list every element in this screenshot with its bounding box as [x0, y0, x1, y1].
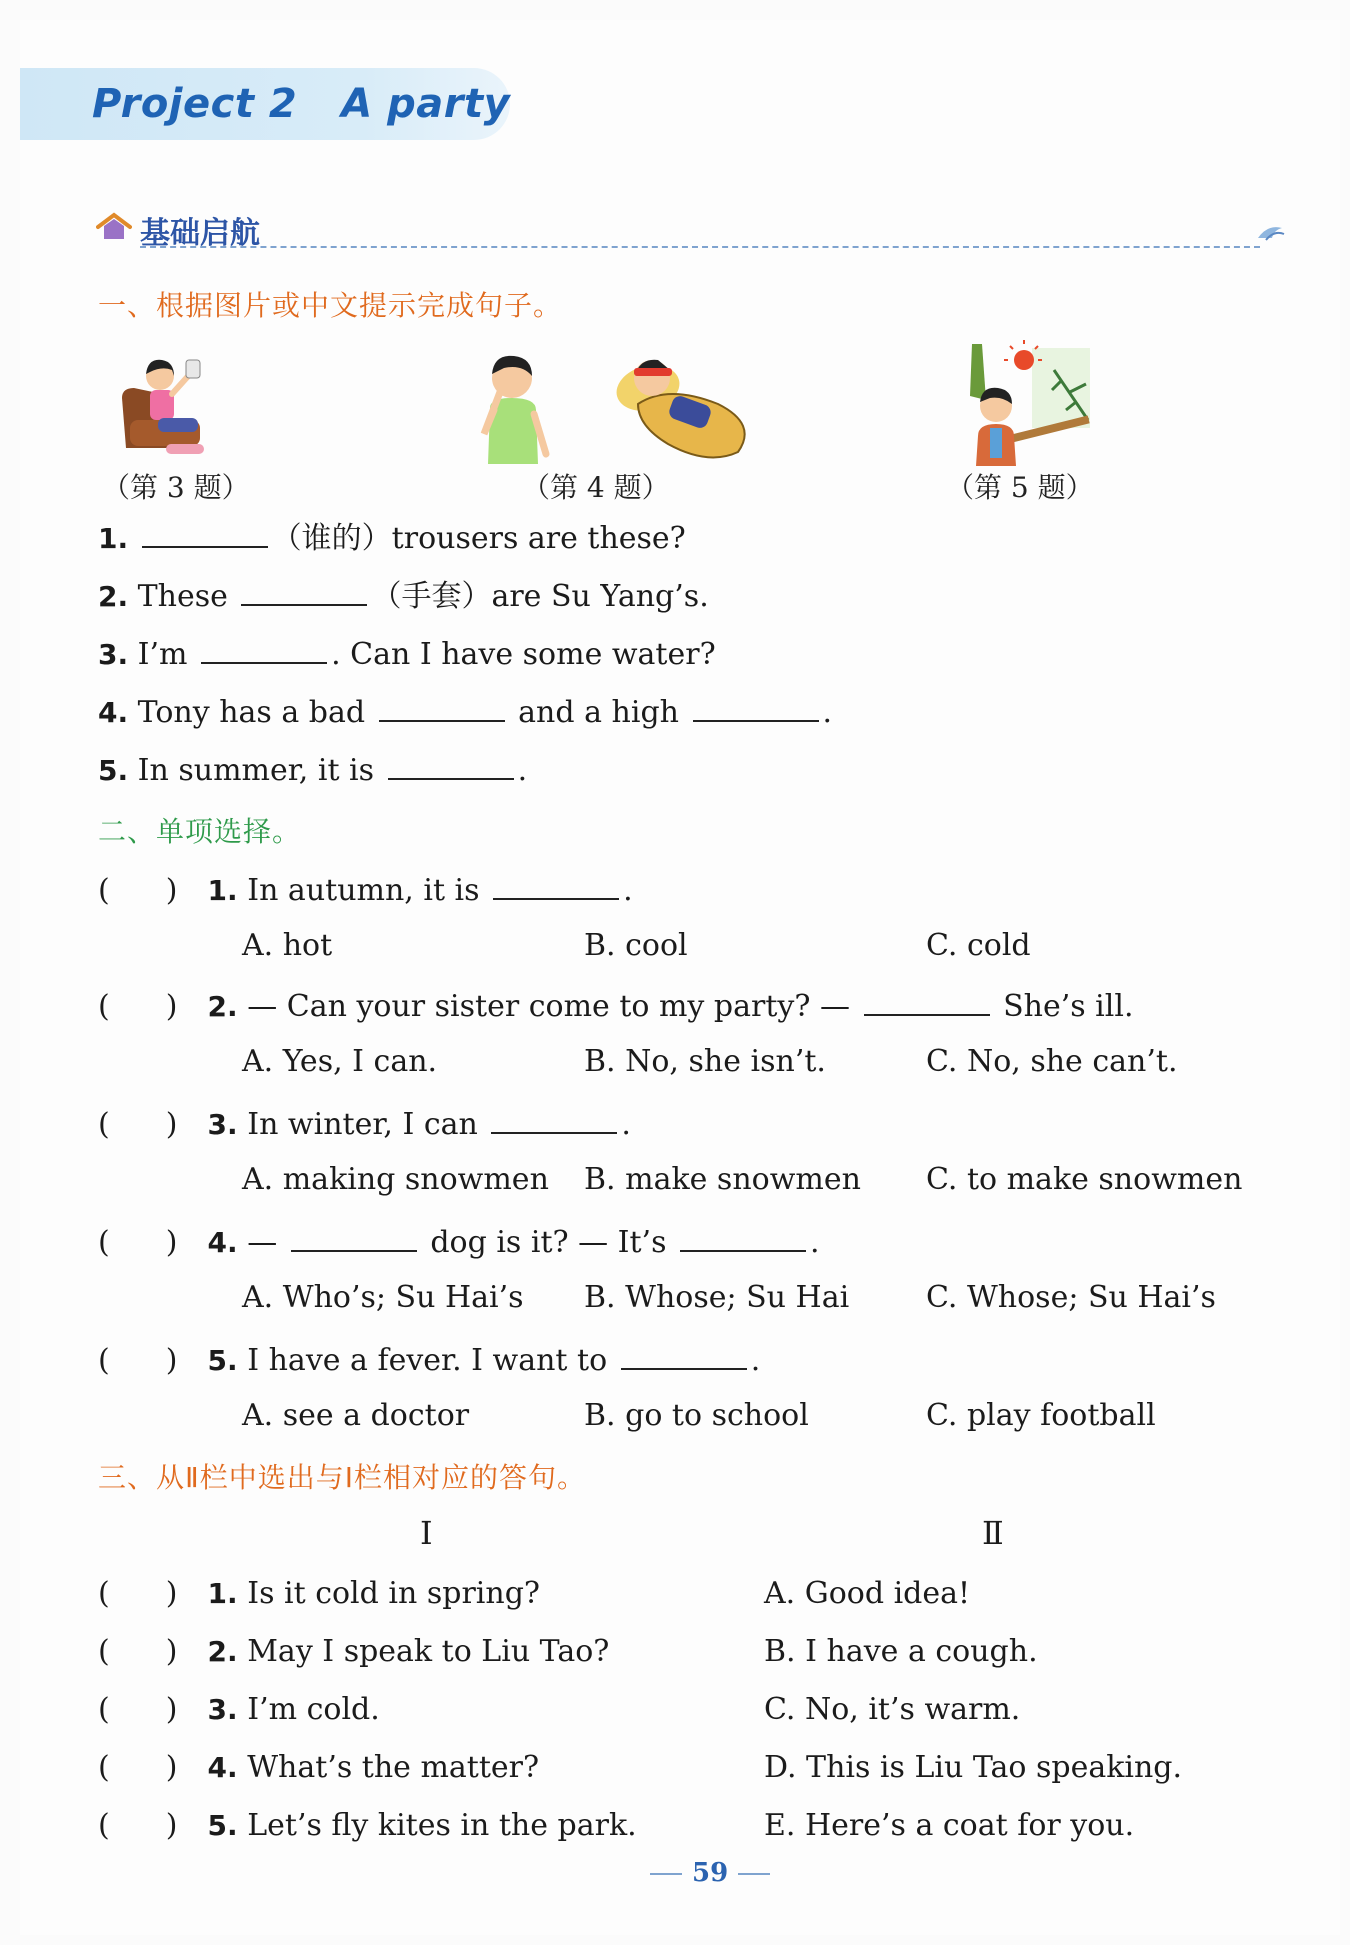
part3-right-item: A. Good idea! — [764, 1576, 971, 1611]
answer-paren[interactable]: ( ) — [98, 1808, 178, 1843]
option-c[interactable]: C. play football — [926, 1398, 1156, 1433]
part3-left-item: ( ) 5. Let’s fly kites in the park. — [98, 1806, 637, 1846]
page-number-rule — [650, 1873, 682, 1875]
option-a[interactable]: A. Who’s; Su Hai’s — [242, 1280, 524, 1315]
page-title — [92, 70, 510, 138]
part3-right-item: B. I have a cough. — [764, 1634, 1038, 1669]
answer-blank[interactable] — [493, 868, 619, 900]
answer-paren[interactable]: ( ) — [98, 989, 178, 1024]
answer-blank[interactable] — [680, 1220, 806, 1252]
house-icon — [96, 212, 132, 242]
answer-blank[interactable] — [142, 516, 268, 548]
option-c[interactable]: C. cold — [926, 928, 1031, 963]
option-a[interactable]: A. making snowmen — [242, 1162, 549, 1197]
option-b[interactable]: B. go to school — [584, 1398, 809, 1433]
part1-question-3: 3. I’m . Can I have some water? — [98, 632, 716, 675]
answer-blank[interactable] — [379, 690, 505, 722]
option-c[interactable]: C. to make snowmen — [926, 1162, 1243, 1197]
option-b[interactable]: B. cool — [584, 928, 688, 963]
answer-paren[interactable]: ( ) — [98, 1343, 178, 1378]
dashed-divider — [140, 246, 1260, 248]
caption-q5: （第 5 题） — [946, 471, 1094, 504]
unit-title: A party — [341, 81, 511, 127]
part1-question-1: 1. （谁的）trousers are these? — [98, 516, 686, 559]
sick-boy-in-bed-image — [608, 344, 756, 466]
option-b[interactable]: B. make snowmen — [584, 1162, 861, 1197]
caption-q3: （第 3 题） — [102, 471, 250, 504]
part3-right-item: C. No, it’s warm. — [764, 1692, 1021, 1727]
page-number-rule — [738, 1873, 770, 1875]
answer-blank[interactable] — [491, 1102, 617, 1134]
project-label: Project 2 — [92, 81, 298, 127]
answer-paren[interactable]: ( ) — [98, 873, 178, 908]
boy-coughing-image — [460, 344, 570, 466]
column-2-heading: Ⅱ — [982, 1514, 1004, 1552]
caption-q4: （第 4 题） — [522, 471, 670, 504]
answer-blank[interactable] — [241, 574, 367, 606]
answer-paren[interactable]: ( ) — [98, 1107, 178, 1142]
part3-left-item: ( ) 4. What’s the matter? — [98, 1748, 539, 1788]
part1-title: 一、根据图片或中文提示完成句子。 — [98, 289, 563, 322]
option-a[interactable]: A. hot — [242, 928, 333, 963]
option-c[interactable]: C. Whose; Su Hai’s — [926, 1280, 1216, 1315]
part2-question-4: ( ) 4. — dog is it? — It’s . — [98, 1220, 820, 1263]
option-b[interactable]: B. Whose; Su Hai — [584, 1280, 850, 1315]
girl-on-sofa-drinking-image — [112, 348, 232, 463]
part2-question-2: ( ) 2. — Can your sister come to my party? — She’s ill. — [98, 984, 1134, 1027]
part1-question-4: 4. Tony has a bad and a high . — [98, 690, 832, 733]
answer-blank[interactable] — [621, 1338, 747, 1370]
answer-paren[interactable]: ( ) — [98, 1225, 178, 1260]
part3-right-item: D. This is Liu Tao speaking. — [764, 1750, 1183, 1785]
part3-left-item: ( ) 2. May I speak to Liu Tao? — [98, 1632, 609, 1672]
section-heading — [96, 206, 1286, 250]
answer-paren[interactable]: ( ) — [98, 1634, 178, 1669]
answer-blank[interactable] — [201, 632, 327, 664]
part2-question-1: ( ) 1. In autumn, it is . — [98, 868, 633, 911]
option-b[interactable]: B. No, she isn’t. — [584, 1044, 826, 1079]
section-title: 基础启航 — [140, 216, 260, 251]
part1-question-5: 5. In summer, it is . — [98, 748, 527, 791]
answer-paren[interactable]: ( ) — [98, 1692, 178, 1727]
answer-blank[interactable] — [864, 984, 990, 1016]
answer-blank[interactable] — [693, 690, 819, 722]
part3-right-item: E. Here’s a coat for you. — [764, 1808, 1135, 1843]
part1-question-2: 2. These （手套）are Su Yang’s. — [98, 574, 709, 617]
part3-left-item: ( ) 3. I’m cold. — [98, 1690, 380, 1730]
option-a[interactable]: A. see a doctor — [242, 1398, 470, 1433]
option-a[interactable]: A. Yes, I can. — [242, 1044, 438, 1079]
answer-blank[interactable] — [291, 1220, 417, 1252]
part2-question-5: ( ) 5. I have a fever. I want to . — [98, 1338, 760, 1381]
answer-paren[interactable]: ( ) — [98, 1750, 178, 1785]
column-1-heading: Ⅰ — [420, 1514, 433, 1552]
wave-icon — [1256, 220, 1286, 242]
part2-question-3: ( ) 3. In winter, I can . — [98, 1102, 631, 1145]
page-number: 59 — [640, 1858, 780, 1888]
part3-title: 三、从Ⅱ栏中选出与Ⅰ栏相对应的答句。 — [98, 1461, 587, 1494]
part3-left-item: ( ) 1. Is it cold in spring? — [98, 1574, 540, 1614]
answer-paren[interactable]: ( ) — [98, 1576, 178, 1611]
answer-blank[interactable] — [388, 748, 514, 780]
option-c[interactable]: C. No, she can’t. — [926, 1044, 1178, 1079]
part2-title: 二、单项选择。 — [98, 815, 302, 848]
boy-hot-sunny-window-image — [962, 340, 1092, 468]
